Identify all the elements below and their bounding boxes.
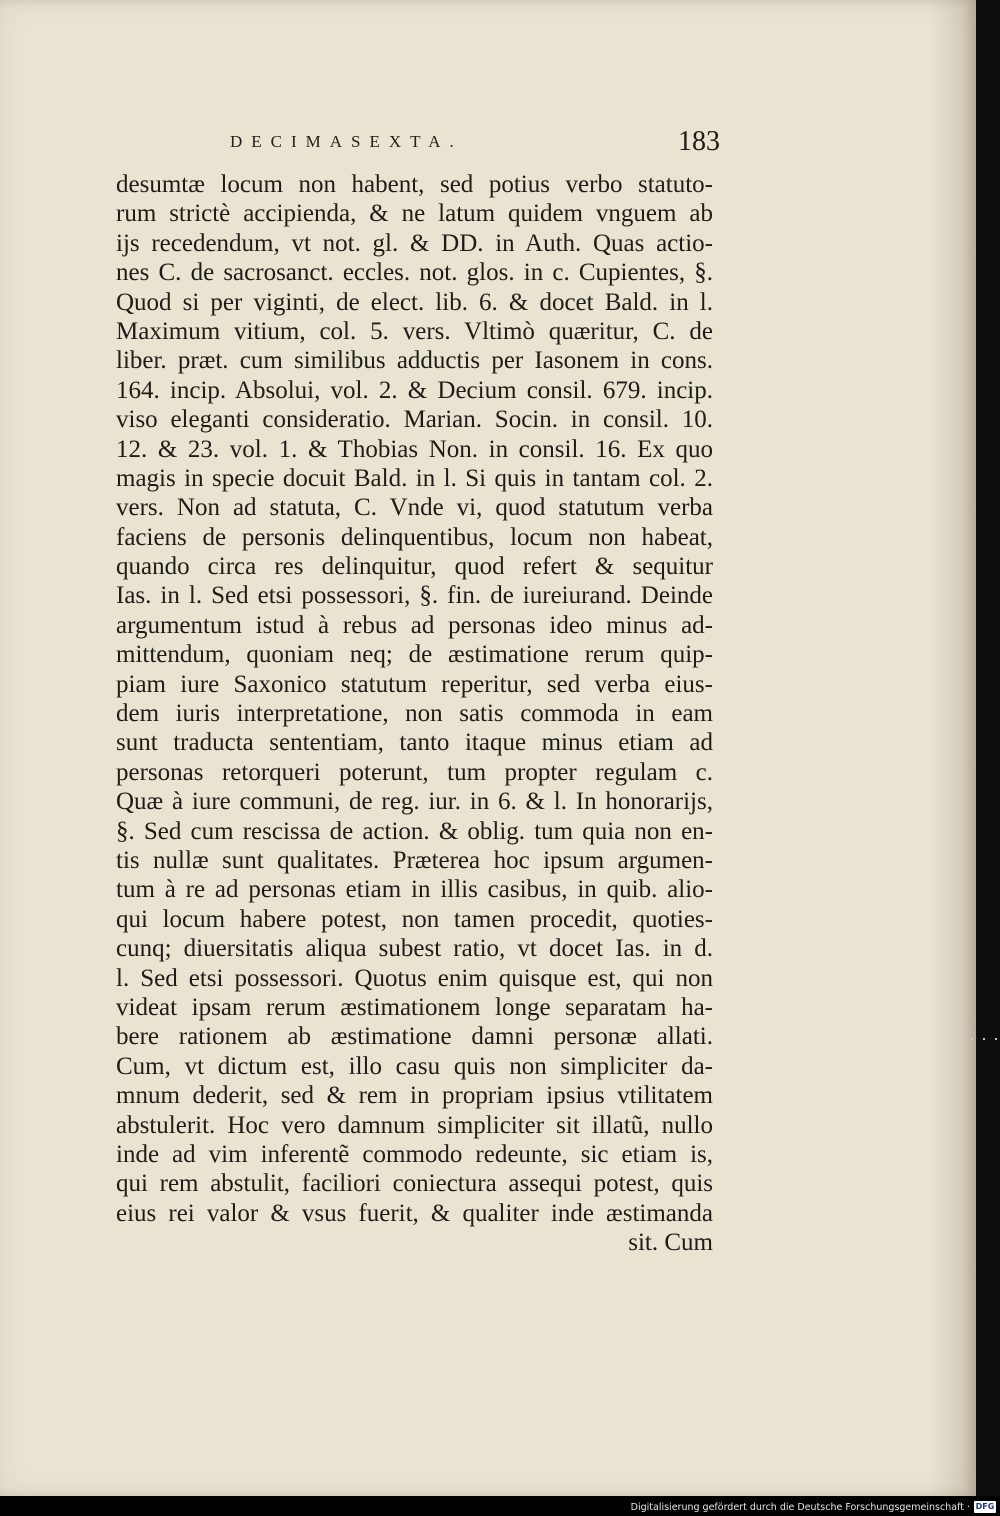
funding-credit: Digitalisierung gefördert durch die Deutsche Forschungsgemeinschaft · <box>630 1502 970 1513</box>
text-line: dem iuris interpretatione, non satis commoda in eam <box>116 700 713 728</box>
text-line: Quæ à iure communi, de reg. iur. in 6. & l. In honorarijs, <box>116 788 713 816</box>
catchword-line: sit. Cum <box>628 1229 713 1257</box>
text-line: qui locum habere potest, non tamen procedit, quoties- <box>116 905 713 933</box>
dfg-logo-icon: DFG <box>975 1502 995 1511</box>
text-line: faciens de personis delinquentibus, locum non habeat, <box>116 523 713 551</box>
text-line: cunq; diuersitatis aliqua subest ratio, vt docet Ias. in d. <box>116 935 713 963</box>
text-line: Maximum vitium, col. 5. vers. Vltimò quæritur, C. de <box>116 317 713 345</box>
footer-bar <box>0 1496 1000 1516</box>
body-text <box>116 170 713 1257</box>
text-line: ijs recedendum, vt not. gl. & DD. in Auth. Quas actio- <box>116 229 713 257</box>
text-line: vers. Non ad statuta, C. Vnde vi, quod statutum verba <box>116 494 713 522</box>
text-line: mittendum, quoniam neq; de æstimatione rerum quip- <box>116 641 713 669</box>
running-title: DECIMASEXTA. <box>230 132 463 151</box>
scan-margin-dots <box>942 1036 1000 1042</box>
text-line: inde ad vim inferentẽ commodo redeunte, sic etiam is, <box>116 1140 713 1168</box>
text-line: tum à re ad personas etiam in illis casibus, in quib. alio- <box>116 876 713 904</box>
text-line: qui rem abstulit, faciliori coniectura assequi potest, quis <box>116 1170 713 1198</box>
text-line: liber. præt. cum similibus adductis per Iasonem in cons. <box>116 347 713 375</box>
page-number: 183 <box>678 126 720 157</box>
text-line: mnum dederit, sed & rem in propriam ipsius vtilitatem <box>116 1082 713 1110</box>
text-line: 12. & 23. vol. 1. & Thobias Non. in consil. 16. Ex quo <box>116 435 713 463</box>
text-line: bere rationem ab æstimatione damni personæ allati. <box>116 1023 713 1051</box>
text-line: Ias. in l. Sed etsi possessori, §. fin. de iureiurand. Deinde <box>116 582 713 610</box>
text-line: abstulerit. Hoc vero damnum simpliciter sit illatũ, nullo <box>116 1111 713 1139</box>
text-line: magis in specie docuit Bald. in l. Si quis in tantam col. 2. <box>116 464 713 492</box>
text-line: viso eleganti consideratio. Marian. Socin. in consil. 10. <box>116 406 713 434</box>
page-header <box>230 126 720 166</box>
text-line: Cum, vt dictum est, illo casu quis non simpliciter da- <box>116 1052 713 1080</box>
page-edge-shadow <box>930 0 976 1496</box>
text-line: piam iure Saxonico statutum reperitur, sed verba eius- <box>116 670 713 698</box>
text-line: videat ipsam rerum æstimationem longe separatam ha- <box>116 993 713 1021</box>
text-line: desumtæ locum non habent, sed potius verbo statuto- <box>116 171 713 198</box>
text-line: sunt traducta sententiam, tanto itaque minus etiam ad <box>116 729 713 757</box>
text-line: tis nullæ sunt qualitates. Præterea hoc ipsum argumen- <box>116 846 713 874</box>
text-line: nes C. de sacrosanct. eccles. not. glos. in c. Cupientes, §. <box>116 259 713 287</box>
text-line: rum strictè accipienda, & ne latum quidem vnguem ab <box>116 200 713 228</box>
text-line: l. Sed etsi possessori. Quotus enim quisque est, qui non <box>116 964 713 992</box>
text-line: argumentum istud à rebus ad personas ideo minus ad- <box>116 611 713 639</box>
text-line: 164. incip. Absolui, vol. 2. & Decium consil. 679. incip. <box>116 376 713 404</box>
text-line: personas retorqueri poterunt, tum propter regulam c. <box>116 758 713 786</box>
text-line: §. Sed cum rescissa de action. & oblig. tum quia non en- <box>116 817 713 845</box>
text-line: Quod si per viginti, de elect. lib. 6. & docet Bald. in l. <box>116 288 713 316</box>
text-line: eius rei valor & vsus fuerit, & qualiter inde æstimanda <box>116 1199 713 1227</box>
text-line: quando circa res delinquitur, quod refert & sequitur <box>116 553 713 581</box>
